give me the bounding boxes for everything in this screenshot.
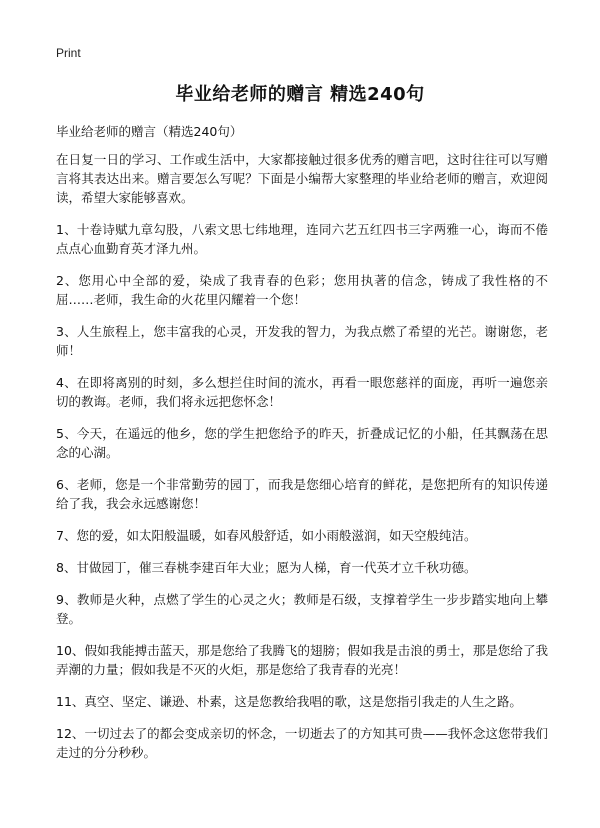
quote-paragraph-6: 6、老师，您是一个非常勤劳的园丁，而我是您细心培育的鲜花，是您把所有的知识传递给了我，我会永远感谢您！ xyxy=(56,477,548,511)
document-body xyxy=(56,150,548,775)
quote-paragraph-10: 10、假如我能搏击蓝天，那是您给了我腾飞的翅膀；假如我是击浪的勇士，那是您给了我弄潮的力量；假如我是不灭的火炬，那是您给了我青春的光亮！ xyxy=(56,643,548,677)
quote-paragraph-4: 4、在即将离别的时刻，多么想拦住时间的流水，再看一眼您慈祥的面庞，再听一遍您亲切的教诲。老师，我们将永远把您怀念！ xyxy=(56,375,548,409)
print-link[interactable]: Print xyxy=(56,46,81,60)
quote-paragraph-3: 3、人生旅程上，您丰富我的心灵，开发我的智力，为我点燃了希望的光芒。谢谢您，老师！ xyxy=(56,324,548,358)
document-subtitle: 毕业给老师的赠言（精选240句） xyxy=(56,124,243,139)
intro-paragraph: 在日复一日的学习、工作或生活中，大家都接触过很多优秀的赠言吧，这时往往可以写赠言将其表达出来。赠言要怎么写呢？下面是小编帮大家整理的毕业给老师的赠言，欢迎阅读，希望大家能够喜欢。 xyxy=(56,152,548,205)
quote-paragraph-5: 5、今天，在遥远的他乡，您的学生把您给予的昨天，折叠成记忆的小船，任其飘荡在思念的心湖。 xyxy=(56,426,548,460)
quote-paragraph-11: 11、真空、坚定、谦逊、朴素，这是您教给我唱的歌，这是您指引我走的人生之路。 xyxy=(56,694,522,709)
quote-paragraph-8: 8、甘做园丁，催三春桃李建百年大业；愿为人梯，育一代英才立千秋功德。 xyxy=(56,560,477,575)
quote-paragraph-2: 2、您用心中全部的爱，染成了我青春的色彩；您用执著的信念，铸成了我性格的不屈……老师，我生命的火花里闪耀着一个您！ xyxy=(56,273,548,307)
quote-paragraph-9: 9、教师是火种，点燃了学生的心灵之火；教师是石级，支撑着学生一步步踏实地向上攀登。 xyxy=(56,592,548,626)
quote-paragraph-12: 12、一切过去了的都会变成亲切的怀念，一切逝去了的方知其可贵——我怀念这您带我们走过的分分秒秒。 xyxy=(56,726,548,760)
quote-paragraph-7: 7、您的爱，如太阳般温暖，如春风般舒适，如小雨般滋润，如天空般纯洁。 xyxy=(56,528,477,543)
quote-paragraph-1: 1、十卷诗赋九章勾股，八索文思七纬地理，连同六艺五红四书三字两雅一心，诲而不倦点点心血勤育英才泽九州。 xyxy=(56,222,548,256)
page-title: 毕业给老师的赠言 精选240句 xyxy=(175,84,425,105)
